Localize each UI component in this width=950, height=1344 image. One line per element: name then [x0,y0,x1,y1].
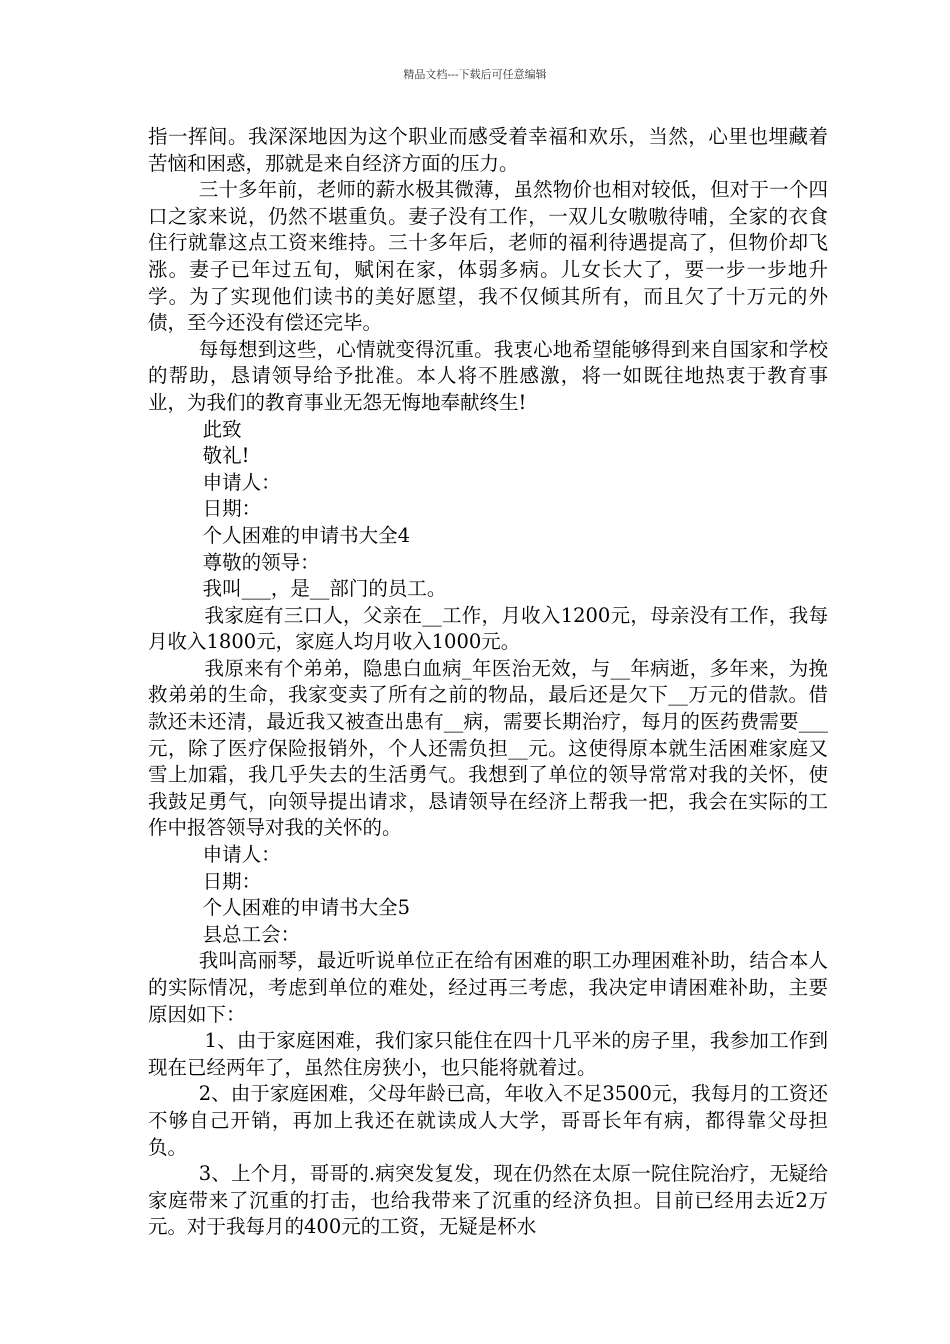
applicant-label: 申请人： [202,843,281,867]
section-title: 个人困难的申请书大全5 [202,896,411,920]
paragraph: 我叫___，是__部门的员工。 [202,577,447,601]
date-label: 日期： [202,497,262,521]
applicant-label: 申请人： [202,470,281,494]
list-item: 3、上个月，哥哥的.病突发复发，现在仍然在太原一院住院治疗，无疑给家庭带来了沉重的打击，也给我带来了沉重的经济负担。目前已经用去近2万元。对于我每月的400元的工资，无疑是杯水 [148,1162,828,1239]
salutation: 尊敬的领导： [202,550,320,574]
paragraph: 三十多年前，老师的薪水极其微薄，虽然物价也相对较低，但对于一个四口之家来说，仍然不堪重负。妻子没有工作，一双儿女嗷嗷待哺，全家的衣食住行就靠这点工资来维持。三十多年后，老师的福利待遇提高了，但物价却飞涨。妻子已年过五旬，赋闲在家，体弱多病。儿女长大了，要一步一步地升学。为了实现他们读书的美好愿望，我不仅倾其所有，而且欠了十万元的外债，至今还没有偿还完毕。 [148,178,828,335]
paragraph: 每每想到这些，心情就变得沉重。我衷心地希望能够得到来自国家和学校的帮助，恳请领导给予批准。本人将不胜感激，将一如既往地热衷于教育事业，为我们的教育事业无怨无悔地奉献终生! [148,337,828,414]
paragraph: 指一挥间。我深深地因为这个职业而感受着幸福和欢乐，当然，心里也埋藏着苦恼和困惑，那就是来自经济方面的压力。 [148,125,828,175]
paragraph: 我原来有个弟弟，隐患白血病_年医治无效，与__年病逝，多年来，为挽救弟弟的生命，我家变卖了所有之前的物品，最后还是欠下__万元的借款。借款还未还清，最近我又被查出患有__病，需要长期治疗，每月的医药费需要___元，除了医疗保险报销外，个人还需负担__元。这使得原本就生活困难家庭又雪上加霜，我几乎失去的生活勇气。我想到了单位的领导常常对我的关怀，使我鼓足勇气，向领导提出请求，恳请领导在经济上帮我一把，我会在实际的工作中报答领导对我的关怀的。 [148,656,828,840]
closing-line: 此致 [202,417,242,441]
list-item: 1、由于家庭困难，我们家只能住在四十几平米的房子里，我参加工作到现在已经两年了，虽然住房狭小，也只能将就着过。 [148,1029,828,1079]
salutation: 县总工会： [202,922,301,946]
paragraph: 我家庭有三口人，父亲在__工作，月收入1200元，母亲没有工作，我每月收入1800元，家庭人均月收入1000元。 [148,603,828,654]
date-label: 日期： [202,869,262,893]
closing-line: 敬礼! [202,444,250,468]
section-title: 个人困难的申请书大全4 [202,523,411,547]
page-header: 精品文档---下载后可任意编辑 [403,68,547,81]
paragraph: 我叫高丽琴，最近听说单位正在给有困难的职工办理困难补助，结合本人的实际情况，考虑到单位的难处，经过再三考虑，我决定申请困难补助，主要原因如下： [148,949,828,1026]
document-body [148,124,828,1241]
list-item: 2、由于家庭困难，父母年龄已高，年收入不足3500元，我每月的工资还不够自己开销，再加上我还在就读成人大学，哥哥长年有病，都得靠父母担负。 [148,1082,828,1159]
